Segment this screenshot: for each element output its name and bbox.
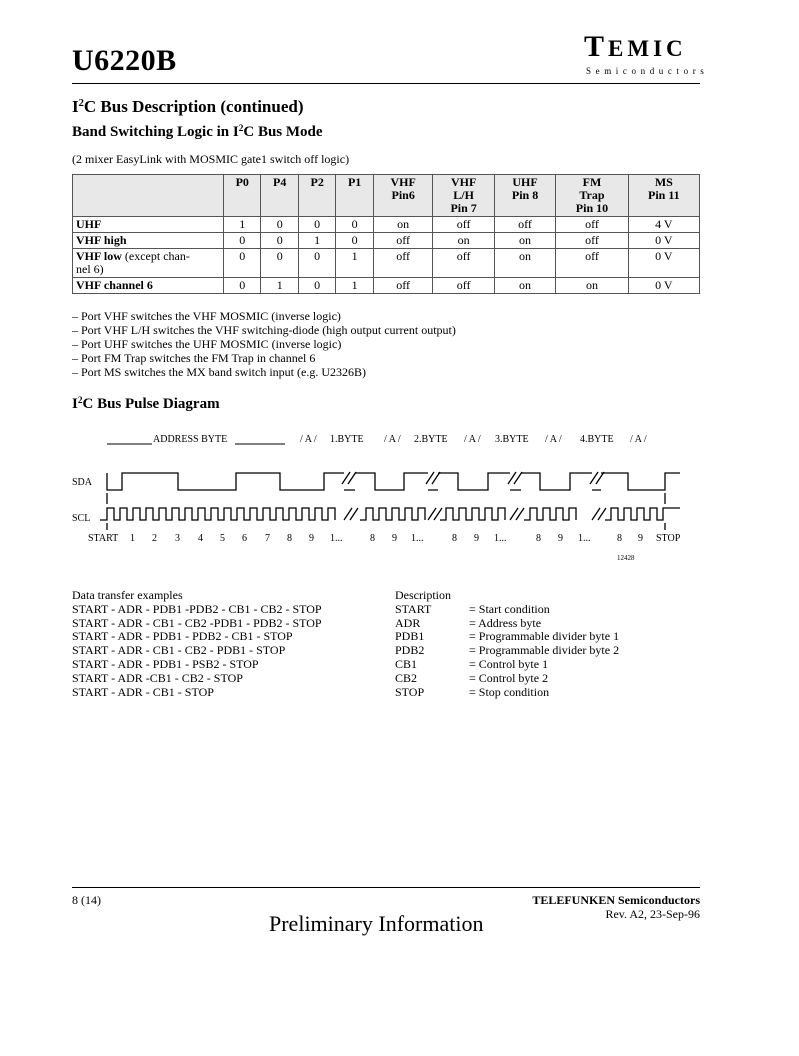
ack-label: / A / — [464, 434, 481, 445]
bit-label: 9 — [558, 533, 563, 544]
footer-company: TELEFUNKEN Semiconductors — [532, 893, 700, 907]
table-cell: 0 V — [628, 233, 699, 249]
bit-label: 9 — [638, 533, 643, 544]
description-item: START = Start condition — [395, 601, 550, 616]
bit-label: 8 — [287, 533, 292, 544]
break-mark — [510, 508, 524, 520]
section-note: (2 mixer EasyLink with MOSMIC gate1 switch off logic) — [72, 152, 350, 166]
table-cell: off — [494, 217, 555, 233]
example-item: START - ADR - PDB1 - PSB2 - STOP — [72, 656, 259, 671]
table-cell: 1 — [298, 233, 335, 249]
bit-label: 8 — [452, 533, 457, 544]
row-label: VHF channel 6 — [73, 278, 224, 294]
table-cell: 0 — [336, 217, 373, 233]
table-cell: on — [494, 233, 555, 249]
pulse-diagram-title: $I^2C$ Bus Pulse Diagram — [72, 395, 220, 412]
part-number: U6220B — [72, 44, 177, 77]
section-subtitle: Band Switching Logic in $I^2C$ Bus Mode — [72, 123, 323, 140]
table-cell: on — [373, 217, 433, 233]
break-mark — [592, 508, 606, 520]
bit-label: 8 — [370, 533, 375, 544]
address-byte-label: ADDRESS BYTE — [153, 434, 228, 445]
table-header-cell: P4 — [261, 175, 298, 217]
example-item: START - ADR - CB1 - CB2 - PDB1 - STOP — [72, 643, 286, 658]
scl-waveform — [524, 508, 576, 520]
table-cell: 0 — [261, 233, 298, 249]
sda-waveform — [521, 473, 592, 490]
table-cell: on — [494, 278, 555, 294]
list-item: – Port MS switches the MX band switch input (e.g. U2326B) — [72, 365, 456, 379]
description-item: CB2 = Control byte 2 — [395, 670, 549, 685]
bit-label: 1 — [130, 533, 135, 544]
table-cell: off — [373, 249, 433, 278]
table-cell: off — [556, 233, 628, 249]
table-cell: 0 — [224, 249, 261, 278]
example-item: START - ADR - PDB1 - PDB2 - CB1 - STOP — [72, 629, 293, 644]
table-header-cell: MS Pin 11 — [628, 175, 699, 217]
sda-waveform — [601, 473, 680, 490]
bit-label: 4 — [198, 533, 203, 544]
table-cell: off — [433, 249, 494, 278]
bit-label: 1... — [411, 533, 424, 544]
example-item: START - ADR -CB1 - CB2 - STOP — [72, 670, 243, 685]
figure-id: 12428 — [617, 554, 635, 562]
description-item: PDB1 = Programmable divider byte 1 — [395, 629, 620, 644]
byte-label: 4.BYTE — [580, 434, 614, 445]
ack-label: / A / — [300, 434, 317, 445]
bit-label: 8 — [617, 533, 622, 544]
scl-waveform — [100, 508, 335, 520]
table-header-cell: P2 — [298, 175, 335, 217]
table-header-cell: UHF Pin 8 — [494, 175, 555, 217]
table-cell: off — [373, 233, 433, 249]
table-cell: on — [433, 233, 494, 249]
table-cell: 0 V — [628, 249, 699, 278]
break-mark — [428, 508, 442, 520]
scl-waveform — [605, 508, 680, 520]
example-item: START - ADR - PDB1 -PDB2 - CB1 - CB2 - STOP — [72, 601, 322, 616]
bit-label: STOP — [656, 533, 681, 544]
table-cell: on — [494, 249, 555, 278]
list-item: – Port UHF switches the UHF MOSMIC (inverse logic) — [72, 337, 456, 351]
description-item: ADR = Address byte — [395, 615, 542, 630]
byte-label: 3.BYTE — [495, 434, 529, 445]
description-item: PDB2 = Programmable divider byte 2 — [395, 643, 620, 658]
table-cell: 1 — [224, 217, 261, 233]
table-cell: 1 — [336, 249, 373, 278]
table-header-cell: P1 — [336, 175, 373, 217]
break-mark — [508, 472, 522, 484]
table-cell: off — [373, 278, 433, 294]
scl-label: SCL — [72, 513, 91, 524]
bit-label: START — [88, 533, 119, 544]
footer-revision: Rev. A2, 23-Sep-96 — [605, 907, 700, 921]
break-mark — [342, 472, 356, 484]
bit-label: 9 — [392, 533, 397, 544]
sda-waveform — [355, 473, 428, 490]
description-item: STOP = Stop condition — [395, 684, 550, 699]
bit-label: 5 — [220, 533, 225, 544]
table-cell: 0 — [261, 249, 298, 278]
section-title: $I^2C$ Bus Description (continued) — [72, 97, 304, 116]
row-label: VHF low (except chan- nel 6) — [73, 249, 224, 278]
list-item: – Port VHF switches the VHF MOSMIC (inverse logic) — [72, 309, 456, 323]
bit-label: 8 — [536, 533, 541, 544]
description-item: CB1 = Control byte 1 — [395, 656, 549, 671]
example-item: START - ADR - CB1 - CB2 -PDB1 - PDB2 - STOP — [72, 615, 322, 630]
byte-label: 2.BYTE — [414, 434, 448, 445]
page-number: 8 (14) — [72, 893, 101, 907]
table-cell: 0 — [224, 233, 261, 249]
scl-waveform — [360, 508, 425, 520]
table-cell: off — [556, 217, 628, 233]
table-cell: 0 — [298, 278, 335, 294]
bit-label: 6 — [242, 533, 247, 544]
bit-label: 7 — [265, 533, 270, 544]
ack-label: / A / — [545, 434, 562, 445]
bit-label: 2 — [152, 533, 157, 544]
bit-label: 1... — [494, 533, 507, 544]
sda-waveform — [107, 473, 344, 490]
table-header-cell: VHF L/H Pin 7 — [433, 175, 494, 217]
logo-first-letter: T — [584, 30, 609, 63]
footer-rule — [72, 887, 700, 888]
logo-rest: EMIC — [608, 36, 687, 61]
table-cell: 0 — [298, 249, 335, 278]
break-mark — [344, 508, 358, 520]
list-item: – Port FM Trap switches the FM Trap in channel 6 — [72, 351, 456, 365]
table-header-cell: VHF Pin6 — [373, 175, 433, 217]
table-cell: 4 V — [628, 217, 699, 233]
table-cell: off — [433, 217, 494, 233]
table-cell: 0 — [298, 217, 335, 233]
example-item: START - ADR - CB1 - STOP — [72, 684, 214, 699]
table-cell: off — [433, 278, 494, 294]
logo-subtitle: Semiconductors — [586, 66, 709, 76]
byte-label: 1.BYTE — [330, 434, 364, 445]
table-cell: 1 — [261, 278, 298, 294]
sda-label: SDA — [72, 477, 93, 488]
break-mark — [590, 472, 604, 484]
break-mark — [426, 472, 440, 484]
table-cell: 0 — [261, 217, 298, 233]
row-label: VHF high — [73, 233, 224, 249]
ack-label: / A / — [384, 434, 401, 445]
preliminary-information: Preliminary Information — [269, 911, 484, 936]
bit-label: 9 — [474, 533, 479, 544]
description-heading: Description — [395, 588, 451, 602]
table-cell: 1 — [336, 278, 373, 294]
row-label: UHF — [73, 217, 224, 233]
bit-label: 1... — [578, 533, 591, 544]
data-transfer-examples — [72, 589, 322, 699]
bit-label: 1... — [330, 533, 343, 544]
table-cell: 0 — [224, 278, 261, 294]
sda-waveform — [438, 473, 510, 490]
bit-label: 9 — [309, 533, 314, 544]
table-cell: off — [556, 249, 628, 278]
scl-waveform — [440, 508, 505, 520]
table-cell: on — [556, 278, 628, 294]
table-cell: 0 — [336, 233, 373, 249]
description-list — [395, 589, 619, 699]
ack-label: / A / — [630, 434, 647, 445]
table-header-cell: P0 — [224, 175, 261, 217]
table-cell: 0 V — [628, 278, 699, 294]
list-item: – Port VHF L/H switches the VHF switching-diode (high output current output) — [72, 323, 456, 337]
examples-heading: Data transfer examples — [72, 588, 183, 602]
table-header-cell: FM Trap Pin 10 — [556, 175, 628, 217]
bit-label: 3 — [175, 533, 180, 544]
